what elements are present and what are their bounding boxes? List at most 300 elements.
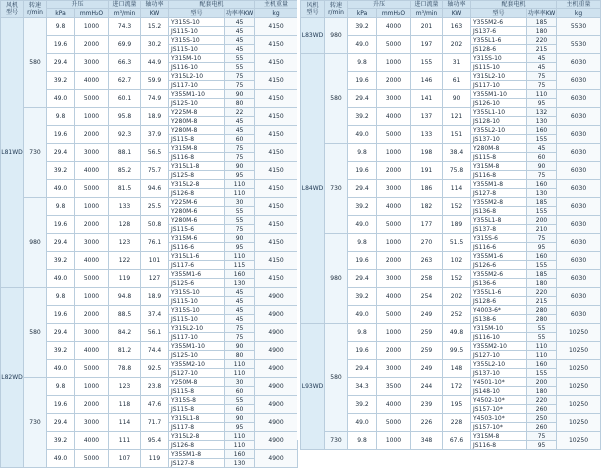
shaft-power-cell: 152 [443, 270, 471, 288]
pressure-kpa-cell: 29.4 [348, 360, 377, 378]
motor-type-cell: JS117-10 [169, 81, 225, 90]
pressure-kpa-cell: 39.2 [47, 72, 75, 90]
header-motor-type: 型号 [471, 9, 527, 18]
weight-cell: 4900 [255, 342, 298, 360]
flow-cell: 348 [411, 432, 443, 450]
weight-cell: 4150 [255, 18, 298, 36]
shaft-power-cell: 50.8 [141, 216, 169, 234]
motor-type-cell: JS128-6 [471, 45, 527, 54]
pressure-kpa-cell: 19.6 [47, 36, 75, 54]
pressure-mmh2o-cell: 5000 [377, 126, 411, 144]
pressure-kpa-cell: 29.4 [348, 270, 377, 288]
motor-power-cell: 250 [527, 414, 557, 423]
pressure-mmh2o-cell: 3500 [377, 378, 411, 396]
pressure-kpa-cell: 39.2 [348, 396, 377, 414]
motor-type-cell: JS115-6 [169, 225, 225, 234]
shaft-power-cell: 95.4 [141, 432, 169, 450]
motor-power-cell: 45 [527, 63, 557, 72]
motor-type-cell: Y4501-10* [471, 378, 527, 387]
flow-cell: 69.9 [109, 36, 141, 54]
weight-cell: 6030 [557, 234, 601, 252]
flow-cell: 107 [109, 450, 141, 468]
motor-type-cell: JS115-10 [169, 27, 225, 36]
pressure-mmh2o-cell: 4000 [377, 18, 411, 36]
pressure-kpa-cell: 49.0 [348, 216, 377, 234]
flow-cell: 88.5 [109, 306, 141, 324]
motor-type-cell: JS137-8 [471, 225, 527, 234]
header-motor-type: 型号 [169, 9, 225, 18]
motor-power-cell: 55 [225, 396, 255, 405]
pressure-mmh2o-cell: 5000 [75, 270, 109, 288]
motor-power-cell: 95 [527, 99, 557, 108]
weight-cell: 10250 [557, 396, 601, 414]
motor-type-cell: JS148-10 [471, 387, 527, 396]
shaft-power-cell: 71.7 [141, 414, 169, 432]
header-row-top [301, 1, 601, 9]
weight-cell: 6030 [557, 198, 601, 216]
shaft-power-cell: 151 [443, 126, 471, 144]
motor-type-cell: JS116-8 [169, 153, 225, 162]
flow-cell: 81.5 [109, 180, 141, 198]
motor-type-cell: Y315S-6 [471, 234, 527, 243]
motor-type-cell: Y355L1-8 [471, 216, 527, 225]
motor-type-cell: Y355M1-8 [169, 450, 225, 459]
motor-type-cell: JS115-8 [169, 135, 225, 144]
header-weight: 主机重量 [255, 1, 298, 9]
pressure-kpa-cell: 9.8 [47, 198, 75, 216]
shaft-power-cell: 102 [443, 252, 471, 270]
speed-cell: 980 [325, 234, 348, 324]
flow-cell: 95.8 [109, 108, 141, 126]
pressure-kpa-cell: 49.0 [47, 90, 75, 108]
motor-power-cell: 95 [527, 243, 557, 252]
flow-cell: 94.8 [109, 288, 141, 306]
shaft-power-cell: 75.8 [443, 162, 471, 180]
motor-type-cell: JS126-10 [471, 99, 527, 108]
motor-type-cell: Y355M2-6 [471, 18, 527, 27]
motor-power-cell: 75 [527, 81, 557, 90]
shaft-power-cell: 152 [443, 198, 471, 216]
table-row [301, 324, 601, 333]
shaft-power-cell: 99.5 [443, 342, 471, 360]
shaft-power-cell: 92.5 [141, 360, 169, 378]
pressure-mmh2o-cell: 5000 [75, 90, 109, 108]
pressure-mmh2o-cell: 3000 [377, 270, 411, 288]
motor-power-cell: 45 [225, 45, 255, 54]
flow-cell: 92.3 [109, 126, 141, 144]
pressure-mmh2o-cell: 2000 [377, 252, 411, 270]
motor-power-cell: 155 [527, 207, 557, 216]
weight-cell: 10250 [557, 414, 601, 432]
motor-type-cell: JS115-10 [169, 297, 225, 306]
motor-power-cell: 90 [225, 234, 255, 243]
pressure-kpa-cell: 39.2 [348, 288, 377, 306]
motor-power-cell: 22 [225, 108, 255, 117]
motor-type-cell: JS115-8 [169, 387, 225, 396]
shaft-power-cell: 119 [141, 450, 169, 468]
weight-cell: 6030 [557, 180, 601, 198]
pressure-kpa-cell: 19.6 [47, 216, 75, 234]
shaft-power-cell: 172 [443, 378, 471, 396]
pressure-kpa-cell: 49.0 [47, 180, 75, 198]
flow-cell: 259 [411, 342, 443, 360]
pressure-mmh2o-cell: 1000 [75, 378, 109, 396]
motor-power-cell: 200 [527, 216, 557, 225]
motor-type-cell: Y355M1-8 [471, 180, 527, 189]
header-weight: 主机重量 [557, 1, 601, 9]
flow-cell: 254 [411, 288, 443, 306]
pressure-mmh2o-cell: 2000 [377, 162, 411, 180]
motor-power-cell: 185 [527, 270, 557, 279]
motor-power-cell: 45 [225, 297, 255, 306]
motor-type-cell: Y315S-10 [169, 18, 225, 27]
header-speed [325, 1, 348, 18]
motor-type-cell: JS136-8 [471, 207, 527, 216]
pressure-mmh2o-cell: 2000 [377, 342, 411, 360]
motor-power-cell: 115 [225, 261, 255, 270]
header-motor-power: 功率率KW [527, 9, 556, 17]
shaft-power-cell: 31 [443, 54, 471, 72]
weight-cell: 4900 [255, 414, 298, 432]
motor-power-cell: 45 [527, 144, 557, 153]
motor-type-cell: Y225M-8 [169, 108, 225, 117]
motor-power-cell: 45 [225, 288, 255, 297]
weight-cell: 4900 [255, 360, 298, 378]
header-flow: 进口流量 [411, 1, 443, 9]
weight-cell: 10250 [557, 360, 601, 378]
pressure-mmh2o-cell: 4000 [75, 342, 109, 360]
motor-type-cell: JS116-8 [471, 441, 527, 450]
motor-type-cell: Y315L1-6 [169, 252, 225, 261]
motor-type-cell: Y355M1-10 [471, 90, 527, 99]
motor-type-cell: JS125-10 [169, 99, 225, 108]
motor-type-cell: JS125-6 [169, 279, 225, 288]
flow-cell: 249 [411, 306, 443, 324]
pressure-kpa-cell: 19.6 [47, 306, 75, 324]
weight-cell: 4900 [255, 378, 298, 396]
weight-cell: 5530 [557, 36, 601, 54]
motor-type-cell: JS137-6 [471, 27, 527, 36]
motor-power-cell: 220 [527, 396, 557, 405]
motor-type-cell: Y280M-6 [169, 216, 225, 225]
pressure-kpa-cell: 49.0 [47, 360, 75, 378]
flow-cell: 259 [411, 324, 443, 342]
header-motor-power: 功率率KW [225, 9, 254, 17]
flow-cell: 118 [109, 396, 141, 414]
motor-power-cell: 110 [225, 189, 255, 198]
weight-cell: 6030 [557, 54, 601, 72]
motor-power-cell: 110 [225, 441, 255, 450]
motor-type-cell: Y355M2-10 [169, 360, 225, 369]
motor-type-cell: Y225M-6 [169, 198, 225, 207]
motor-power-cell: 110 [225, 252, 255, 261]
motor-power-cell: 110 [527, 342, 557, 351]
motor-power-cell: 155 [527, 261, 557, 270]
flow-cell: 111 [109, 432, 141, 450]
pressure-kpa-cell: 29.4 [47, 414, 75, 432]
motor-power-cell: 45 [225, 36, 255, 45]
flow-cell: 137 [411, 108, 443, 126]
weight-cell: 4150 [255, 126, 298, 144]
flow-cell: 197 [411, 36, 443, 54]
pressure-mmh2o-cell: 3000 [377, 180, 411, 198]
pressure-mmh2o-cell: 2000 [75, 396, 109, 414]
pressure-mmh2o-cell: 3000 [75, 54, 109, 72]
motor-power-cell: 95 [225, 171, 255, 180]
pressure-kpa-cell: 19.6 [47, 396, 75, 414]
motor-power-cell: 260 [527, 423, 557, 432]
shaft-power-cell: 44.9 [141, 54, 169, 72]
shaft-power-cell: 202 [443, 288, 471, 306]
speed-cell: 580 [24, 288, 47, 378]
motor-type-cell: JS126-6 [471, 261, 527, 270]
weight-cell: 6030 [557, 72, 601, 90]
motor-type-cell: JS117-6 [169, 261, 225, 270]
motor-power-cell: 95 [225, 243, 255, 252]
motor-power-cell: 220 [527, 288, 557, 297]
motor-power-cell: 45 [527, 54, 557, 63]
shaft-power-cell: 90 [443, 90, 471, 108]
motor-type-cell: JS117-8 [169, 423, 225, 432]
motor-power-cell: 75 [225, 72, 255, 81]
pressure-kpa-cell: 39.2 [47, 432, 75, 450]
header-fan-model: 风机 型号 [1, 1, 24, 18]
motor-power-cell: 110 [225, 360, 255, 369]
motor-power-cell: 80 [225, 351, 255, 360]
motor-type-cell: JS128-6 [471, 297, 527, 306]
shaft-power-cell: 30.2 [141, 36, 169, 54]
spec-table-left [0, 0, 298, 468]
motor-type-cell: JS137-10 [471, 369, 527, 378]
motor-power-cell: 45 [225, 306, 255, 315]
table-row [1, 18, 298, 27]
pressure-mmh2o-cell: 3000 [75, 414, 109, 432]
motor-type-cell: Y315M-10 [471, 324, 527, 333]
motor-type-cell: Y4003-6* [471, 306, 527, 315]
motor-power-cell: 180 [527, 279, 557, 288]
flow-cell: 182 [411, 198, 443, 216]
motor-type-cell: Y355L1-10 [471, 108, 527, 117]
shaft-power-cell: 148 [443, 360, 471, 378]
motor-power-cell: 160 [527, 126, 557, 135]
motor-type-cell: JS116-6 [471, 243, 527, 252]
weight-cell: 4900 [255, 450, 298, 468]
pressure-mmh2o-cell: 4000 [75, 252, 109, 270]
motor-type-cell: JS128-10 [471, 117, 527, 126]
shaft-power-cell: 75.7 [141, 162, 169, 180]
motor-power-cell: 200 [527, 378, 557, 387]
motor-power-cell: 95 [527, 441, 557, 450]
header-weight-unit: kg [255, 9, 298, 18]
flow-cell: 85.2 [109, 162, 141, 180]
speed-cell: 580 [24, 18, 47, 108]
table-row [301, 144, 601, 153]
header-pressure: 升压 [348, 1, 411, 9]
shaft-power-cell: 189 [443, 216, 471, 234]
speed-cell: 730 [24, 378, 47, 468]
header-flow-unit: m³/min [109, 9, 141, 18]
pressure-mmh2o-cell: 2000 [377, 72, 411, 90]
pressure-mmh2o-cell: 1000 [75, 198, 109, 216]
weight-cell: 4150 [255, 198, 298, 216]
flow-cell: 84.2 [109, 324, 141, 342]
header-pressure-kpa: kPa [47, 9, 75, 18]
weight-cell: 10250 [557, 432, 601, 450]
pressure-mmh2o-cell: 3000 [75, 234, 109, 252]
pressure-kpa-cell: 39.2 [47, 342, 75, 360]
header-shaft-power-unit: KW [141, 9, 169, 18]
motor-type-cell: Y315S-8 [169, 396, 225, 405]
flow-cell: 74.3 [109, 18, 141, 36]
pressure-kpa-cell: 29.4 [348, 180, 377, 198]
pressure-kpa-cell: 9.8 [348, 54, 377, 72]
motor-power-cell: 30 [225, 198, 255, 207]
header-weight-unit: kg [557, 9, 601, 18]
pressure-kpa-cell: 29.4 [47, 324, 75, 342]
header-row-top [1, 1, 298, 9]
pressure-kpa-cell: 39.2 [348, 198, 377, 216]
shaft-power-cell: 101 [141, 252, 169, 270]
pressure-mmh2o-cell: 1000 [377, 234, 411, 252]
pressure-kpa-cell: 9.8 [47, 288, 75, 306]
weight-cell: 4150 [255, 270, 298, 288]
motor-power-cell: 80 [225, 99, 255, 108]
pressure-mmh2o-cell: 5000 [377, 306, 411, 324]
weight-cell: 4150 [255, 90, 298, 108]
motor-type-cell: Y315L2-10 [169, 324, 225, 333]
flow-cell: 155 [411, 54, 443, 72]
motor-power-cell: 280 [527, 306, 557, 315]
table-row [1, 198, 298, 207]
motor-power-cell: 110 [527, 351, 557, 360]
pressure-mmh2o-cell: 5000 [75, 450, 109, 468]
weight-cell: 4150 [255, 144, 298, 162]
pressure-kpa-cell: 29.4 [47, 54, 75, 72]
pressure-mmh2o-cell: 5000 [377, 216, 411, 234]
motor-power-cell: 160 [225, 270, 255, 279]
shaft-power-cell: 59.9 [141, 72, 169, 90]
motor-power-cell: 75 [225, 333, 255, 342]
motor-type-cell: Y355M1-6 [471, 252, 527, 261]
flow-cell: 177 [411, 216, 443, 234]
flow-cell: 122 [109, 252, 141, 270]
pressure-kpa-cell: 34.3 [348, 378, 377, 396]
motor-power-cell: 130 [527, 117, 557, 126]
shaft-power-cell: 38.4 [443, 144, 471, 162]
fan-model-cell: L84WD [301, 54, 325, 324]
motor-power-cell: 185 [527, 18, 557, 27]
motor-power-cell: 55 [225, 207, 255, 216]
motor-type-cell: JS115-10 [471, 63, 527, 72]
motor-power-cell: 75 [527, 171, 557, 180]
shaft-power-cell: 18.9 [141, 108, 169, 126]
motor-power-cell: 160 [225, 450, 255, 459]
pressure-kpa-cell: 29.4 [348, 90, 377, 108]
flow-cell: 239 [411, 396, 443, 414]
speed-cell: 980 [325, 18, 348, 54]
flow-cell: 114 [109, 414, 141, 432]
pressure-kpa-cell: 49.0 [348, 306, 377, 324]
weight-cell: 4150 [255, 162, 298, 180]
motor-type-cell: Y355M2-8 [471, 198, 527, 207]
motor-power-cell: 60 [225, 135, 255, 144]
motor-power-cell: 55 [225, 63, 255, 72]
pressure-kpa-cell: 19.6 [47, 126, 75, 144]
motor-power-cell: 180 [527, 387, 557, 396]
motor-type-cell: Y315M-8 [169, 144, 225, 153]
flow-cell: 123 [109, 378, 141, 396]
motor-power-cell: 110 [225, 432, 255, 441]
flow-cell: 249 [411, 360, 443, 378]
motor-type-cell: Y280M-6 [169, 207, 225, 216]
motor-power-cell: 75 [225, 225, 255, 234]
header-pressure-mmh2o: mmH₂O [377, 9, 411, 18]
motor-type-cell: JS126-8 [169, 189, 225, 198]
weight-cell: 6030 [557, 288, 601, 306]
motor-power-cell: 75 [225, 81, 255, 90]
pressure-kpa-cell: 39.2 [47, 252, 75, 270]
speed-cell: 730 [325, 432, 348, 450]
header-speed [24, 1, 47, 18]
flow-cell: 141 [411, 90, 443, 108]
flow-cell: 244 [411, 378, 443, 396]
motor-type-cell: Y315L2-8 [169, 432, 225, 441]
weight-cell: 6030 [557, 216, 601, 234]
motor-power-cell: 60 [225, 387, 255, 396]
motor-power-cell: 110 [527, 90, 557, 99]
pressure-kpa-cell: 9.8 [47, 378, 75, 396]
motor-type-cell: Y355L2-10 [471, 126, 527, 135]
motor-type-cell: JS116-10 [169, 63, 225, 72]
shaft-power-cell: 37.9 [141, 126, 169, 144]
motor-type-cell: JS125-10 [169, 351, 225, 360]
shaft-power-cell: 228 [443, 414, 471, 432]
speed-cell: 980 [24, 198, 47, 288]
motor-power-cell: 155 [527, 135, 557, 144]
motor-power-cell: 215 [527, 297, 557, 306]
flow-cell: 119 [109, 270, 141, 288]
pressure-mmh2o-cell: 4000 [75, 162, 109, 180]
motor-type-cell: Y315S-10 [471, 54, 527, 63]
shaft-power-cell: 56.5 [141, 144, 169, 162]
shaft-power-cell: 23.8 [141, 378, 169, 396]
motor-power-cell: 185 [527, 198, 557, 207]
motor-type-cell: Y355M2-6 [471, 270, 527, 279]
motor-power-cell: 55 [225, 54, 255, 63]
flow-cell: 201 [411, 18, 443, 36]
motor-type-cell: Y315M-10 [169, 54, 225, 63]
pressure-kpa-cell: 29.4 [47, 234, 75, 252]
pressure-kpa-cell: 9.8 [348, 234, 377, 252]
motor-power-cell: 110 [225, 369, 255, 378]
pressure-kpa-cell: 49.0 [47, 270, 75, 288]
weight-cell: 10250 [557, 342, 601, 360]
pressure-kpa-cell: 9.8 [348, 324, 377, 342]
motor-power-cell: 45 [225, 126, 255, 135]
motor-type-cell: Y355M1-10 [169, 90, 225, 99]
header-fan-model: 风机 型号 [301, 1, 325, 18]
weight-cell: 5530 [557, 18, 601, 36]
pressure-mmh2o-cell: 4000 [377, 288, 411, 306]
motor-type-cell: Y280M-8 [169, 117, 225, 126]
header-shaft-power: 轴功率 [141, 1, 169, 9]
motor-power-cell: 130 [225, 279, 255, 288]
motor-type-cell: JS127-8 [471, 189, 527, 198]
motor-type-cell: Y4503-10* [471, 414, 527, 423]
speed-cell: 580 [325, 324, 348, 432]
shaft-power-cell: 121 [443, 108, 471, 126]
pressure-mmh2o-cell: 4000 [377, 108, 411, 126]
